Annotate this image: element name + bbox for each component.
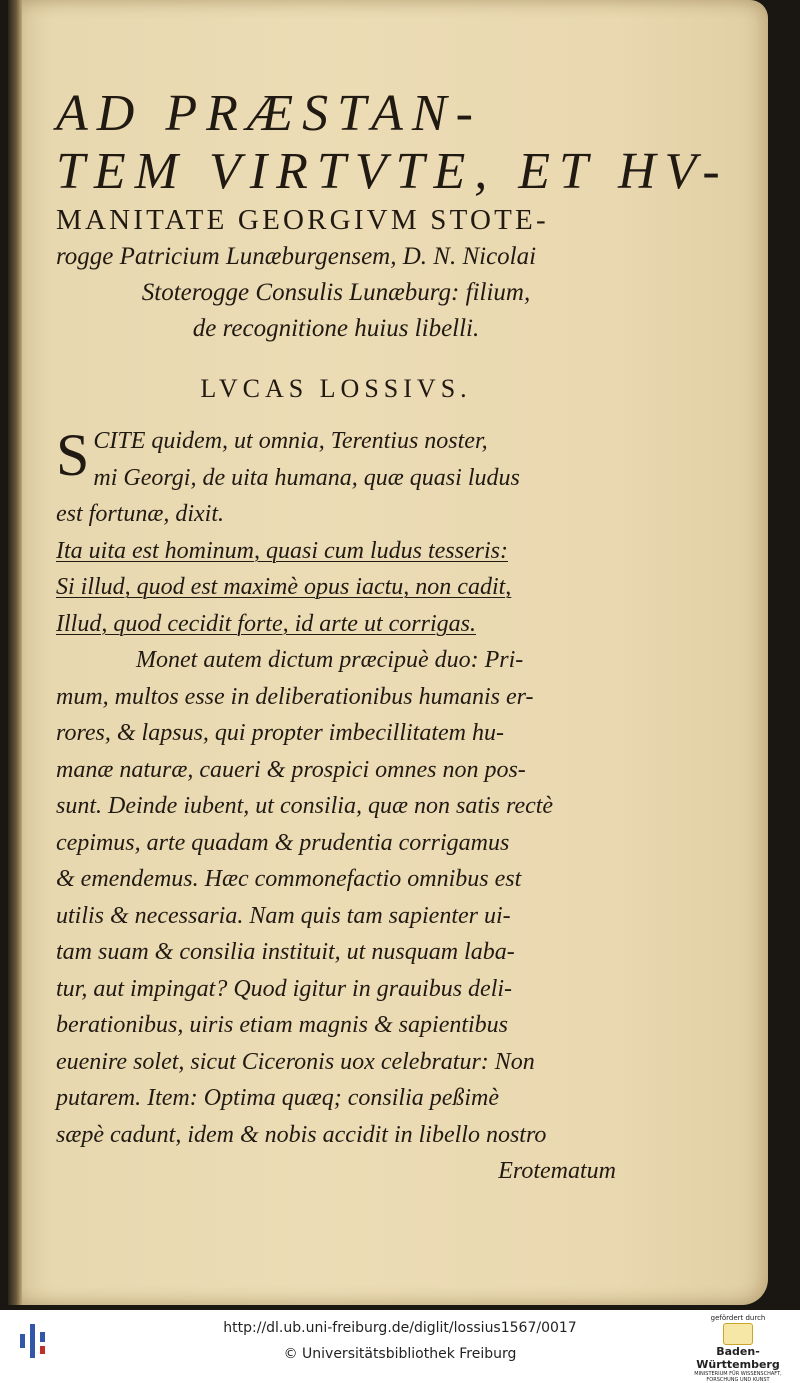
title-line-1: AD PRÆSTAN- xyxy=(56,85,482,142)
paragraph-line: tam suam & consilia instituit, ut nusquam laba- xyxy=(56,939,515,965)
page-text xyxy=(56,85,729,1190)
title-line-4: rogge Patricium Lunæburgensem, D. N. Nicolai xyxy=(56,243,537,270)
paragraph-line: sunt. Deinde iubent, ut consilia, quæ non satis rectè xyxy=(56,793,554,819)
verse-line: Illud, quod cecidit forte, id arte ut corrigas. xyxy=(56,610,476,637)
opening-line: CITE quidem, ut omnia, Terentius noster, xyxy=(93,428,488,454)
paragraph-line: & emendemus. Hæc commonefactio omnibus est xyxy=(56,866,522,892)
paragraph-line: Monet autem dictum præcipuè duo: Pri- xyxy=(136,647,524,673)
paragraph-line: sæpè cadunt, idem & nobis accidit in libello nostro xyxy=(56,1121,547,1148)
viewer-footer xyxy=(0,1310,800,1383)
opening-line: est fortunæ, dixit. xyxy=(56,501,224,527)
paragraph-line: tur, aut impingat? Quod igitur in grauibus deli- xyxy=(56,975,513,1002)
drop-cap: S xyxy=(56,422,90,488)
paragraph-line: utilis & necessaria. Nam quis tam sapienter ui- xyxy=(56,902,511,929)
body-text xyxy=(56,423,616,1190)
verse-line: Si illud, quod est maximè opus iactu, non cadit, xyxy=(56,574,512,600)
title-line-6: de recognitione huius libelli. xyxy=(192,315,480,342)
sponsor-label: gefördert durch xyxy=(710,1314,766,1322)
sponsor-block xyxy=(684,1314,792,1383)
catchword: Erotematum xyxy=(498,1158,616,1184)
paragraph-line: euenire solet, sicut Ciceronis uox celebratur: Non xyxy=(56,1048,535,1075)
paragraph-line: mum, multos esse in deliberationibus humanis er- xyxy=(56,683,534,710)
paragraph-line: berationibus, uiris etiam magnis & sapientibus xyxy=(56,1012,509,1038)
paragraph-line: cepimus, arte quadam & prudentia corrigamus xyxy=(56,829,510,856)
permalink-url[interactable]: http://dl.ub.uni-freiburg.de/diglit/lossius1567/0017 xyxy=(223,1320,577,1336)
paragraph-line: manæ naturæ, caueri & prospici omnes non pos- xyxy=(56,756,526,783)
copyright-text: © Universitätsbibliothek Freiburg xyxy=(283,1346,517,1362)
quoted-verse xyxy=(56,533,616,643)
title-line-3: MANITATE GEORGIVM STOTE- xyxy=(56,204,549,236)
paragraph-line: putarem. Item: Optima quæq; consilia peßimè xyxy=(56,1085,500,1111)
paragraph-line: rores, & lapsus, qui propter imbecillitatem hu- xyxy=(56,720,504,746)
author-name: LVCAS LOSSIVS. xyxy=(200,374,472,403)
opening-line: mi Georgi, de uita humana, quæ quasi ludus xyxy=(93,464,520,491)
book-spine xyxy=(8,0,22,1305)
book-page xyxy=(8,0,768,1305)
title-line-5: Stoterogge Consulis Lunæburg: filium, xyxy=(141,279,531,306)
state-crest-icon xyxy=(723,1323,753,1345)
ministry-name: MINISTERIUM FÜR WISSENSCHAFT, FORSCHUNG UND KUNST xyxy=(694,1371,782,1383)
verse-line: Ita uita est hominum, quasi cum ludus tesseris: xyxy=(56,537,508,564)
sponsor-name: Baden-Württemberg xyxy=(696,1345,780,1371)
title-line-2: TEM VIRTVTE, ET HV- xyxy=(56,143,729,200)
